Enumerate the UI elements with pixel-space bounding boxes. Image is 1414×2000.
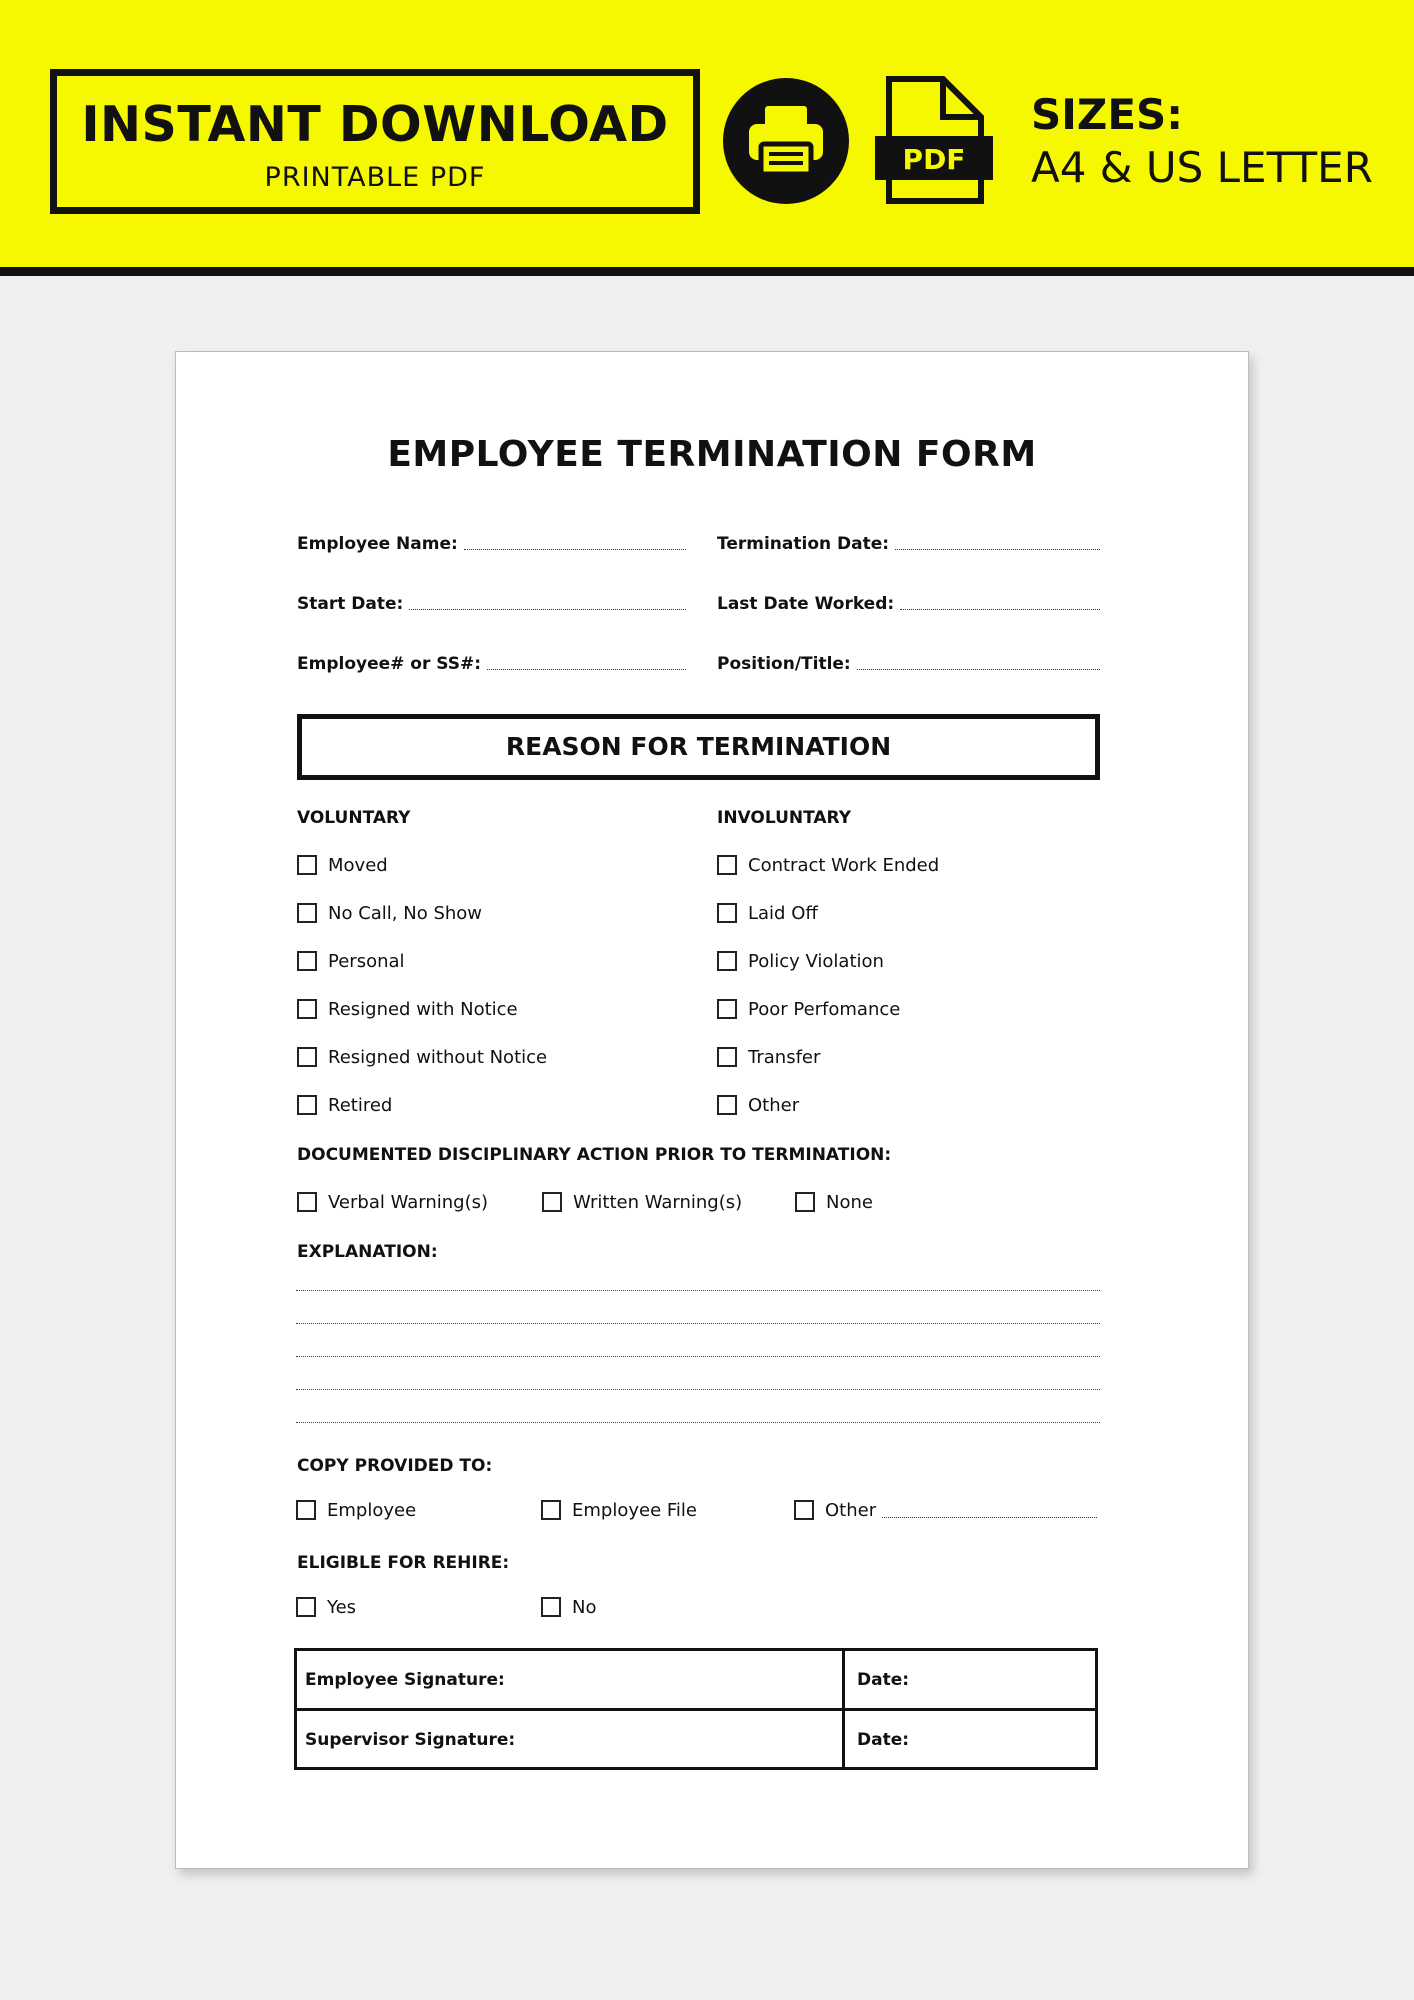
download-subtitle: PRINTABLE PDF	[264, 162, 486, 193]
download-title: INSTANT DOWNLOAD	[81, 96, 669, 153]
copy-provided-heading: COPY PROVIDED TO:	[297, 1456, 493, 1476]
checkbox-label: No	[572, 1596, 597, 1618]
last-date-worked-line[interactable]	[900, 609, 1100, 610]
checkbox-copy-other[interactable]	[794, 1498, 1097, 1522]
checkbox-label: None	[826, 1191, 873, 1213]
checkbox-label: No Call, No Show	[328, 902, 483, 924]
checkbox-box[interactable]	[297, 999, 317, 1019]
checkbox-box[interactable]	[297, 1047, 317, 1067]
instant-download-box	[50, 69, 700, 214]
signature-table	[294, 1648, 1098, 1770]
checkbox-moved[interactable]	[297, 853, 388, 877]
checkbox-written-warning[interactable]	[542, 1190, 742, 1214]
position-title-label: Position/Title:	[717, 654, 851, 674]
disciplinary-heading: DOCUMENTED DISCIPLINARY ACTION PRIOR TO TERMINATION:	[297, 1145, 892, 1165]
employee-name-line[interactable]	[464, 549, 686, 550]
checkbox-box[interactable]	[296, 1500, 316, 1520]
start-date-line[interactable]	[409, 609, 686, 610]
position-title-field[interactable]	[717, 644, 1100, 674]
checkbox-verbal-warning[interactable]	[297, 1190, 488, 1214]
copy-other-line[interactable]	[882, 1517, 1097, 1518]
checkbox-label: Resigned with Notice	[328, 998, 518, 1020]
checkbox-personal[interactable]	[297, 949, 405, 973]
checkbox-box[interactable]	[297, 951, 317, 971]
form-page	[175, 351, 1249, 1869]
checkbox-label: Poor Perfomance	[748, 998, 901, 1020]
checkbox-other-involuntary[interactable]	[717, 1093, 799, 1117]
checkbox-policy-violation[interactable]	[717, 949, 884, 973]
checkbox-box[interactable]	[297, 903, 317, 923]
start-date-field[interactable]	[297, 584, 686, 614]
checkbox-label: Other	[748, 1094, 800, 1116]
checkbox-label: Written Warning(s)	[573, 1191, 743, 1213]
checkbox-label: Yes	[327, 1596, 357, 1618]
checkbox-box[interactable]	[541, 1500, 561, 1520]
explanation-line[interactable]	[296, 1389, 1100, 1390]
printer-icon	[723, 78, 849, 204]
checkbox-rehire-yes[interactable]	[296, 1595, 356, 1619]
employee-signature-cell[interactable]	[297, 1651, 845, 1708]
checkbox-label: Laid Off	[748, 902, 818, 924]
checkbox-label: Employee	[327, 1499, 417, 1521]
checkbox-rehire-no[interactable]	[541, 1595, 596, 1619]
supervisor-signature-label: Supervisor Signature:	[305, 1730, 516, 1750]
checkbox-box[interactable]	[541, 1597, 561, 1617]
employee-date-label: Date:	[857, 1669, 910, 1690]
start-date-label: Start Date:	[297, 594, 404, 614]
last-date-worked-field[interactable]	[717, 584, 1100, 614]
checkbox-retired[interactable]	[297, 1093, 392, 1117]
supervisor-signature-cell[interactable]	[297, 1711, 845, 1769]
checkbox-no-call-no-show[interactable]	[297, 901, 482, 925]
pdf-file-icon	[873, 76, 993, 210]
supervisor-date-cell[interactable]	[848, 1711, 1095, 1769]
checkbox-box[interactable]	[297, 1192, 317, 1212]
signature-row	[297, 1711, 1095, 1769]
voluntary-heading: VOLUNTARY	[297, 808, 411, 828]
checkbox-box[interactable]	[297, 1095, 317, 1115]
promo-banner	[0, 0, 1414, 276]
explanation-line[interactable]	[296, 1290, 1100, 1291]
checkbox-box[interactable]	[717, 903, 737, 923]
checkbox-label: Transfer	[748, 1046, 821, 1068]
signature-row	[297, 1651, 1095, 1711]
checkbox-none[interactable]	[795, 1190, 873, 1214]
checkbox-contract-work-ended[interactable]	[717, 853, 939, 877]
checkbox-label: Employee File	[572, 1499, 697, 1521]
checkbox-label: Resigned without Notice	[328, 1046, 548, 1068]
employee-number-label: Employee# or SS#:	[297, 654, 482, 674]
employee-signature-label: Employee Signature:	[305, 1669, 505, 1690]
checkbox-label: Policy Violation	[748, 950, 884, 972]
checkbox-label: Retired	[328, 1094, 393, 1116]
pdf-icon-label: PDF	[902, 143, 966, 176]
sizes-info	[1031, 90, 1373, 196]
explanation-line[interactable]	[296, 1323, 1100, 1324]
checkbox-laid-off[interactable]	[717, 901, 818, 925]
reason-heading: REASON FOR TERMINATION	[297, 714, 1100, 780]
employee-number-field[interactable]	[297, 644, 686, 674]
checkbox-transfer[interactable]	[717, 1045, 820, 1069]
sizes-value: A4 & US LETTER	[1031, 143, 1373, 192]
checkbox-box[interactable]	[717, 855, 737, 875]
checkbox-label: Moved	[328, 854, 388, 876]
checkbox-box[interactable]	[717, 1047, 737, 1067]
last-date-worked-label: Last Date Worked:	[717, 594, 895, 614]
checkbox-box[interactable]	[717, 999, 737, 1019]
checkbox-label: Verbal Warning(s)	[328, 1191, 488, 1213]
checkbox-resigned-with-notice[interactable]	[297, 997, 518, 1021]
termination-date-field[interactable]	[717, 524, 1100, 554]
supervisor-date-label: Date:	[857, 1730, 910, 1750]
termination-date-line[interactable]	[895, 549, 1100, 550]
rehire-heading: ELIGIBLE FOR REHIRE:	[297, 1553, 510, 1573]
form-title: EMPLOYEE TERMINATION FORM	[387, 434, 1037, 475]
checkbox-box[interactable]	[542, 1192, 562, 1212]
involuntary-heading: INVOLUNTARY	[717, 808, 852, 828]
checkbox-copy-employee[interactable]	[296, 1498, 416, 1522]
checkbox-copy-employee-file[interactable]	[541, 1498, 697, 1522]
checkbox-box[interactable]	[296, 1597, 316, 1617]
employee-number-line[interactable]	[487, 669, 686, 670]
checkbox-label: Personal	[328, 950, 405, 972]
position-title-line[interactable]	[857, 669, 1100, 670]
checkbox-box[interactable]	[717, 951, 737, 971]
checkbox-box[interactable]	[297, 855, 317, 875]
employee-date-cell[interactable]	[848, 1651, 1095, 1708]
explanation-line[interactable]	[296, 1422, 1100, 1423]
explanation-heading: EXPLANATION:	[297, 1242, 438, 1262]
checkbox-resigned-without-notice[interactable]	[297, 1045, 547, 1069]
employee-name-field[interactable]	[297, 524, 686, 554]
termination-date-label: Termination Date:	[717, 534, 890, 554]
checkbox-poor-performance[interactable]	[717, 997, 900, 1021]
explanation-line[interactable]	[296, 1356, 1100, 1357]
checkbox-box[interactable]	[794, 1500, 814, 1520]
checkbox-label: Contract Work Ended	[748, 854, 940, 876]
checkbox-box[interactable]	[795, 1192, 815, 1212]
checkbox-label: Other	[825, 1499, 877, 1521]
employee-name-label: Employee Name:	[297, 534, 458, 554]
sizes-label: SIZES:	[1031, 90, 1184, 139]
checkbox-box[interactable]	[717, 1095, 737, 1115]
